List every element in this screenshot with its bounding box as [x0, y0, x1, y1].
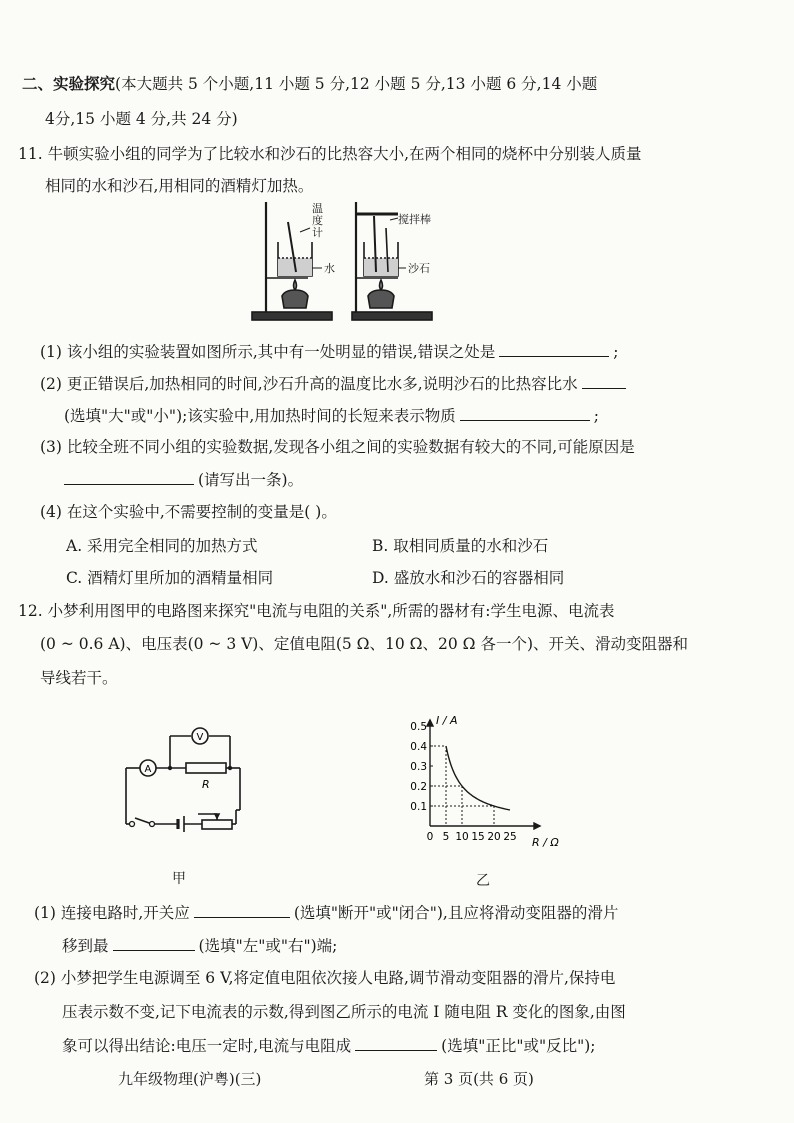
fig-label-stir-rod: 搅拌棒 — [398, 213, 431, 226]
q11-p1-text: (1) 该小组的实验装置如图所示,其中有一处明显的错误,错误之处是 — [40, 343, 496, 361]
q12-stem-2: (0 ~ 0.6 A)、电压表(0 ~ 3 V)、定值电阻(5 Ω、10 Ω、20 Ω 各一个)、开关、滑动变阻器和 — [40, 635, 689, 653]
fig-label-thermometer-2: 度 — [312, 214, 323, 227]
q12-part-1-line-1 — [34, 901, 618, 924]
y-tick-label: 0.5 — [410, 721, 427, 733]
current-resistance-graph — [402, 708, 582, 853]
q11-part-2-line-2 — [64, 404, 599, 427]
q12-part-2-line-3 — [62, 1034, 596, 1057]
q11-p2-end: ; — [593, 407, 599, 425]
q12-number: 12. — [18, 602, 43, 620]
fig-label-thermometer-1: 温 — [312, 202, 323, 215]
q12-p1-text-3: 移到最 — [62, 937, 109, 955]
section-desc-1: (本大题共 5 个小题,11 小题 5 分,12 小题 5 分,13 小题 6 分,14 小题 — [115, 75, 598, 93]
section-title — [22, 73, 597, 95]
series-curve — [446, 746, 510, 810]
q12-p1-text-2: (选填"断开"或"闭合"),且应将滑动变阻器的滑片 — [293, 904, 619, 922]
x-tick-label: 10 — [455, 831, 469, 843]
q12-stem-1 — [18, 600, 615, 622]
q11-p2-text-1: (2) 更正错误后,加热相同的时间,沙石升高的温度比水多,说明沙石的比热容比水 — [40, 375, 578, 393]
heating-apparatus-figure — [248, 198, 448, 326]
resistor-label: R — [202, 778, 210, 791]
q11-part-1 — [40, 340, 618, 363]
q12-part-2-line-1: (2) 小梦把学生电源调至 6 V,将定值电阻依次接人电路,调节滑动变阻器的滑片,保持电 — [34, 969, 616, 987]
footer-subject: 九年级物理(沪粤)(三) — [118, 1070, 262, 1088]
q11-option-c[interactable]: C. 酒精灯里所加的酒精量相同 — [66, 569, 274, 587]
q11-p1-end: ; — [613, 343, 619, 361]
x-tick-label: 0 — [426, 831, 434, 843]
fig-label-water: 水 — [324, 262, 335, 275]
circuit-diagram — [118, 718, 248, 838]
section-title-text: 二、实验探究 — [22, 74, 116, 93]
q11-p3-answer-blank[interactable] — [64, 468, 194, 485]
q11-stem-text-1: 牛顿实验小组的同学为了比较水和沙石的比热容大小,在两个相同的烧杯中分别装人质量 — [47, 145, 642, 163]
q11-p2-text-2: (选填"大"或"小");该实验中,用加热时间的长短来表示物质 — [64, 407, 456, 425]
q11-option-a[interactable]: A. 采用完全相同的加热方式 — [66, 537, 258, 555]
fig-label-sand: 沙石 — [408, 262, 430, 275]
q12-stem-3: 导线若干。 — [40, 669, 118, 687]
q12-p1-answer-blank-2[interactable] — [113, 934, 195, 951]
q11-p3-text-2: (请写出一条)。 — [198, 471, 304, 489]
x-axis-label: R / Ω — [532, 836, 559, 849]
q12-part-2-line-2: 压表示数不变,记下电流表的示数,得到图乙所示的电流 I 随电阻 R 变化的图象,由图 — [62, 1003, 626, 1021]
y-tick-label: 0.4 — [410, 741, 427, 753]
q11-p2-answer-blank-1[interactable] — [582, 372, 626, 389]
q11-stem-1 — [18, 143, 642, 165]
q11-part-3-line-1: (3) 比较全班不同小组的实验数据,发现各小组之间的实验数据有较大的不同,可能原因是 — [40, 438, 635, 456]
fig-label-thermometer-3: 计 — [312, 226, 323, 239]
q12-p1-answer-blank-1[interactable] — [194, 901, 290, 918]
y-axis-label: I / A — [436, 714, 458, 727]
q12-p1-text-1: (1) 连接电路时,开关应 — [34, 904, 190, 922]
y-tick-label: 0.2 — [410, 781, 427, 793]
footer-page-number: 第 3 页(共 6 页) — [424, 1070, 534, 1088]
circuit-caption: 甲 — [172, 871, 186, 887]
y-tick-label: 0.1 — [410, 801, 427, 813]
graph-caption: 乙 — [476, 873, 490, 889]
q12-p2-text-3: 象可以得出结论:电压一定时,电流与电阻成 — [62, 1037, 352, 1055]
q11-part-4: (4) 在这个实验中,不需要控制的变量是( )。 — [40, 503, 337, 521]
x-tick-label: 5 — [442, 831, 450, 843]
q12-p2-answer-blank[interactable] — [355, 1034, 437, 1051]
section-desc-2: 4分,15 小题 4 分,共 24 分) — [45, 110, 238, 128]
q12-stem-text-1: 小梦利用图甲的电路图来探究"电流与电阻的关系",所需的器材有:学生电源、电流表 — [47, 602, 615, 620]
x-tick-label: 15 — [471, 831, 485, 843]
q11-number: 11. — [18, 145, 43, 163]
q12-p1-text-4: (选填"左"或"右")端; — [198, 937, 338, 955]
ammeter-label: A — [144, 764, 152, 775]
q11-stem-2: 相同的水和沙石,用相同的酒精灯加热。 — [45, 177, 314, 195]
q12-p2-text-4: (选填"正比"或"反比"); — [441, 1037, 596, 1055]
q11-option-b[interactable]: B. 取相同质量的水和沙石 — [372, 537, 549, 555]
q11-part-2-line-1 — [40, 372, 626, 395]
q11-option-d[interactable]: D. 盛放水和沙石的容器相同 — [372, 569, 565, 587]
x-tick-label: 25 — [503, 831, 517, 843]
x-tick-label: 20 — [487, 831, 501, 843]
q11-p2-answer-blank-2[interactable] — [460, 404, 590, 421]
q11-p1-answer-blank[interactable] — [499, 340, 609, 357]
y-tick-label: 0.3 — [410, 761, 427, 773]
q12-part-1-line-2 — [62, 934, 337, 957]
voltmeter-label: V — [196, 732, 204, 743]
q11-part-3-line-2 — [64, 468, 303, 491]
